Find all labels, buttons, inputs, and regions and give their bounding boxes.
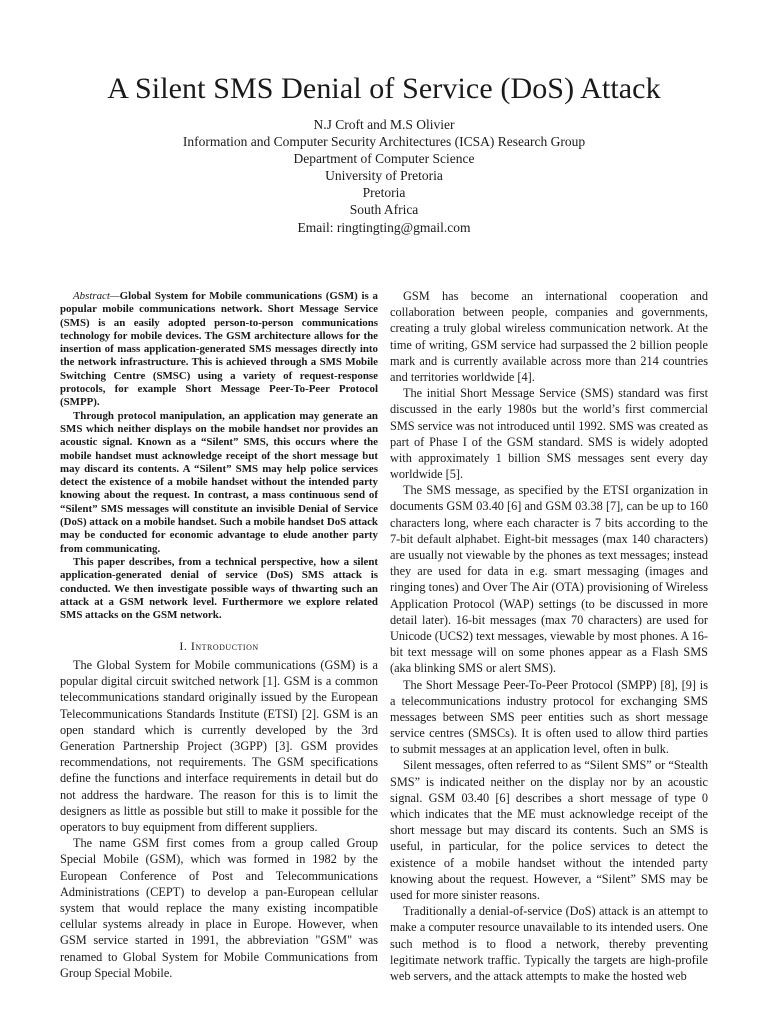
author-affiliation-city: Pretoria [362,185,406,201]
abstract-paragraph: Through protocol manipulation, an application may generate an SMS which neither displays on the mobile handset nor provides an acoustic signal. Known as a “Silent” SMS, this occurs where the mobile handset must acknowledge receipt of the short message but may discard its contents. A “Silent” SMS may help police services detect the existence of a mobile handset without the intended party knowing about the request. In contrast, a mass continuous send of “Silent” SMS messages will constitute an invisible Denial of Service (DoS) attack on a mobile handset. Such a mobile handset DoS attack may be conducted for economic advantage to elude another party from communicating. [60,409,378,555]
introduction-body [60,657,378,981]
section-heading [60,638,378,654]
body-paragraph: The SMS message, as specified by the ETSI organization in documents GSM 03.40 [6] and GSM 03.38 [7], can be up to 160 characters long, where each character is 7 bits according to the 7-bit default alphabet. Eight-bit messages (max 140 characters) are usually not viewable by the phones as text messages; instead they are used for data in e.g. smart messaging (images and ringing tones) and Over The Air (OTA) provisioning of Wireless Application Protocol (WAP) settings (to be discussed in more detail later). 16-bit messages (max 70 characters) are used for Unicode (UCS2) text messages, viewable by most phones. A 16-bit text message will on some phones appear as a Flash SMS (aka blinking SMS or alert SMS). [390,483,708,676]
abstract-paragraph [60,290,378,410]
author-affiliation-department: Department of Computer Science [293,151,475,167]
body-paragraph: The Short Message Peer-To-Peer Protocol (SMPP) [8], [9] is a telecommunications industry protocol for exchanging SMS messages between SMS peer entities such as short message service centres (SMSCs). It is often used to allow third parties to submit messages at an application level, often in bulk. [390,677,708,757]
author-block [0,116,768,236]
author-email: Email: ringtingting@gmail.com [297,219,471,235]
abstract-paragraph: This paper describes, from a technical perspective, how a silent application-generated denial of service (DoS) SMS attack is conducted. We then investigate possible ways of thwarting such an attack at a GSM network level. Furthermore we explore related SMS attacks on the GSM network. [60,555,378,622]
right-column-body [390,288,708,984]
body-paragraph: Silent messages, often referred to as “Silent SMS” or “Stealth SMS” is indicated neither on the display nor by an acoustic signal. GSM 03.40 [6] describes a short message of type 0 which indicates that the ME must acknowledge receipt of the short message but may discard its contents. Such an SMS is useful, in particular, for the police services to detect the existence of a mobile handset without the intended party knowing about the request. However, a “Silent” SMS may be used for more sinister reasons. [390,758,708,902]
body-paragraph: GSM has become an international cooperation and collaboration between people, companies and governments, creating a truly global wireless communication network. At the time of writing, GSM service had surpassed the 2 billion people mark and is currently available across more than 214 countries and territories worldwide [4]. [390,289,708,384]
author-affiliation-group: Information and Computer Security Architectures (ICSA) Research Group [182,134,586,150]
author-affiliation-university: University of Pretoria [325,168,443,184]
abstract [60,290,378,622]
section-title: Introduction [190,639,259,653]
author-affiliation-country: South Africa [349,202,419,218]
body-paragraph: Traditionally a denial-of-service (DoS) attack is an attempt to make a computer resource unavailable to its intended users. One such method is to flood a network, thereby preventing legitimate network traffic. Typically the targets are high-profile web servers, and the attack attempts to make the hosted web [390,904,708,983]
paper-title: A Silent SMS Denial of Service (DoS) Attack [107,72,661,105]
author-names: N.J Croft and M.S Olivier [313,117,455,132]
section-number: I. [179,639,188,653]
abstract-lead: Abstract— [73,290,120,302]
body-paragraph: The initial Short Message Service (SMS) standard was first discussed in the early 1980s but the world’s first commercial SMS service was not introduced until 1992. SMS was created as part of Phase I of the GSM standard. SMS is widely adopted with approximately 1 billion SMS messages sent every day worldwide [5]. [390,386,708,482]
abstract-text: Global System for Mobile communications (GSM) is a popular mobile communications network. Short Message Service (SMS) is an easily adopted person-to-person communications technology for mobile devices. The GSM architecture allows for the insertion of mass application-generated SMS messages directly into the network infrastructure. This is achieved through a SMS Mobile Switching Centre (SMSC) using a variety of request-response protocols, for example Short Message Peer-To-Peer Protocol (SMPP). [60,290,378,409]
body-paragraph: The Global System for Mobile communications (GSM) is a popular digital circuit switched network [1]. GSM is a common telecommunications standard originally issued by the European Telecommunications Standards Institute (ETSI) [2]. GSM is an open standard which is currently developed by the 3rd Generation Partnership Project (3GPP) [3]. GSM provides recommendations, not requirements. The GSM specifications define the functions and interface requirements in detail but do not address the hardware. The reason for this is to limit the designers as little as possible but still to make it possible for the operators to buy equipment from different suppliers. [60,658,378,835]
body-paragraph: The name GSM first comes from a group called Group Special Mobile (GSM), which was formed in 1982 by the European Conference of Post and Telecommunications Administrations (CEPT) to develop a pan-European cellular system that would replace the many existing incompatible cellular systems already in place in Europe. However, when GSM service started in 1991, the abbreviation "GSM" was renamed to Global System for Mobile Communications from Group Special Mobile. [60,836,378,980]
